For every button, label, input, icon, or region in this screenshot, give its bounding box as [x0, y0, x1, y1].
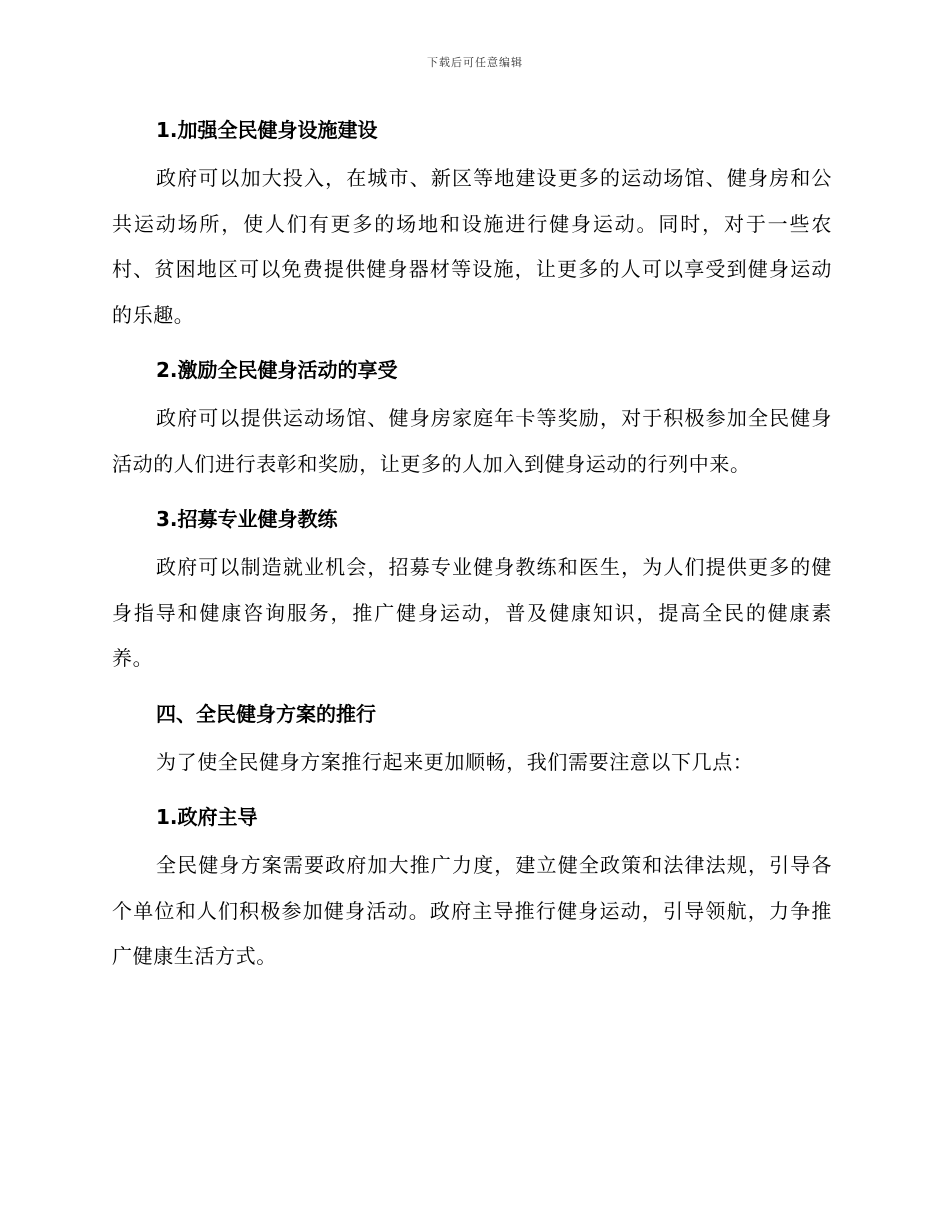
section-heading: 1.政府主导 [156, 805, 258, 829]
section-paragraph: 政府可以制造就业机会，招募专业健身教练和医生，为人们提供更多的健身指导和健康咨询服务，推广健身运动，普及健康知识，提高全民的健康素养。 [112, 555, 832, 670]
section-heading: 3.招募专业健身教练 [156, 507, 338, 531]
document-body [112, 110, 832, 980]
section-paragraph: 政府可以加大投入，在城市、新区等地建设更多的运动场馆、健身房和公共运动场所，使人们有更多的场地和设施进行健身运动。同时，对于一些农村、贫困地区可以免费提供健身器材等设施，让更多的人可以享受到健身运动的乐趣。 [112, 166, 832, 327]
section-paragraph: 全民健身方案需要政府加大推广力度，建立健全政策和法律法规，引导各个单位和人们积极参加健身活动。政府主导推行健身运动，引导领航，力争推广健康生活方式。 [112, 853, 832, 968]
section-heading: 1.加强全民健身设施建设 [156, 118, 378, 142]
section-heading: 2.激励全民健身活动的享受 [156, 358, 398, 382]
section-paragraph: 为了使全民健身方案推行起来更加顺畅，我们需要注意以下几点： [156, 749, 754, 774]
header-note: 下载后可任意编辑 [427, 56, 523, 69]
chapter-heading: 四、全民健身方案的推行 [156, 701, 376, 726]
section-paragraph: 政府可以提供运动场馆、健身房家庭年卡等奖励，对于积极参加全民健身活动的人们进行表彰和奖励，让更多的人加入到健身运动的行列中来。 [112, 406, 832, 476]
